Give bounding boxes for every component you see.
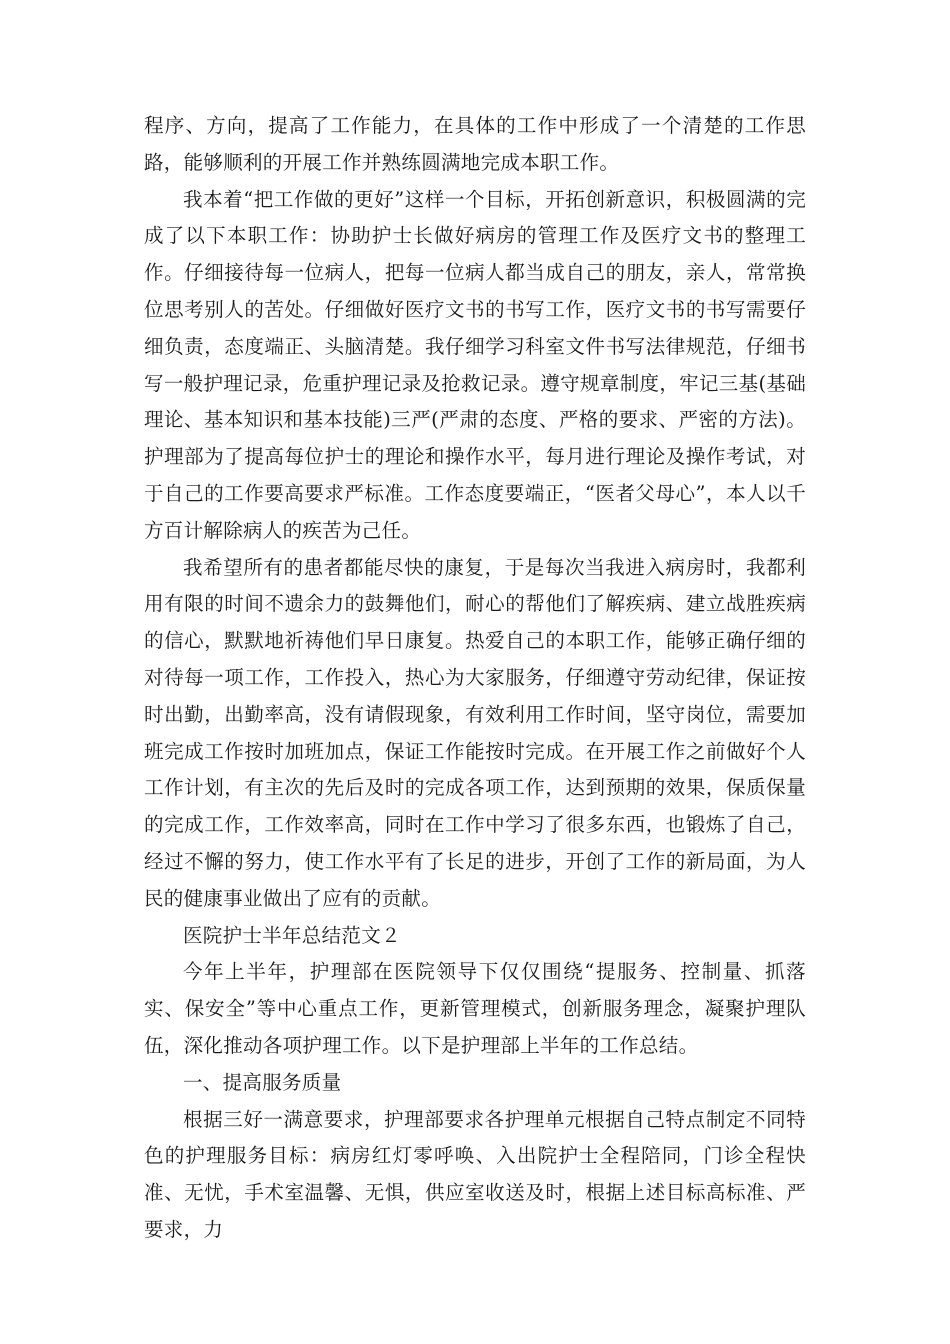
section-title-sample-2: 医院护士半年总结范文２ xyxy=(183,923,401,947)
paragraph-work-goals: 我本着“把工作做的更好”这样一个目标，开拓创新意识，积极圆满的完成了以下本职工作：协助护士长做好病房的管理工作及医疗文书的整理工作。仔细接待每一位病人，把每一位病人都当成自己的朋友，亲人，常常换位思考别人的苦处。仔细做好医疗文书的书写工作，医疗文书的书写需要仔细负责，态度端正、头脑清楚。我仔细学习科室文件书写法律规范，仔细书写一般护理记录，危重护理记录及抢救记录。遵守规章制度，牢记三基(基础理论、基本知识和基本技能)三严(严肃的态度、严格的要求、严密的方法)。护理部为了提高每位护士的理论和操作水平，每月进行理论及操作考试，对于自己的工作要高要求严标准。工作态度要端正，“医者父母心”，本人以千方百计解除病人的疾苦为己任。 xyxy=(144,187,806,542)
document-page xyxy=(144,108,806,1249)
paragraph-half-year-intro: 今年上半年，护理部在医院领导下仅仅围绕“提服务、控制量、抓落实、保安全”等中心重点工作，更新管理模式，创新服务理念，凝聚护理队伍，深化推动各项护理工作。以下是护理部上半年的工作总结。 xyxy=(144,960,806,1057)
paragraph-patient-care: 我希望所有的患者都能尽快的康复，于是每次当我进入病房时，我都利用有限的时间不遗余力的鼓舞他们，耐心的帮他们了解疾病、建立战胜疾病的信心，默默地祈祷他们早日康复。热爱自己的本职工作，能够正确仔细的对待每一项工作，工作投入，热心为大家服务，仔细遵守劳动纪律，保证按时出勤，出勤率高，没有请假现象，有效利用工作时间，坚守岗位，需要加班完成工作按时加班加点，保证工作能按时完成。在开展工作之前做好个人工作计划，有主次的先后及时的完成各项工作，达到预期的效果，保质保量的完成工作，工作效率高，同时在工作中学习了很多东西，也锻炼了自己，经过不懈的努力，使工作水平有了长足的进步，开创了工作的新局面，为人民的健康事业做出了应有的贡献。 xyxy=(144,555,806,910)
heading-improve-service: 一、提高服务质量 xyxy=(183,1070,342,1094)
paragraph-service-goals: 根据三好一满意要求，护理部要求各护理单元根据自己特点制定不同特色的护理服务目标：病房红灯零呼唤、入出院护士全程陪同，门诊全程快准、无忧，手术室温馨、无惧，供应室收送及时，根据上述目标高标准、严要求，力 xyxy=(144,1107,806,1241)
paragraph-continuation: 程序、方向，提高了工作能力，在具体的工作中形成了一个清楚的工作思路，能够顺利的开展工作并熟练圆满地完成本职工作。 xyxy=(144,114,806,174)
